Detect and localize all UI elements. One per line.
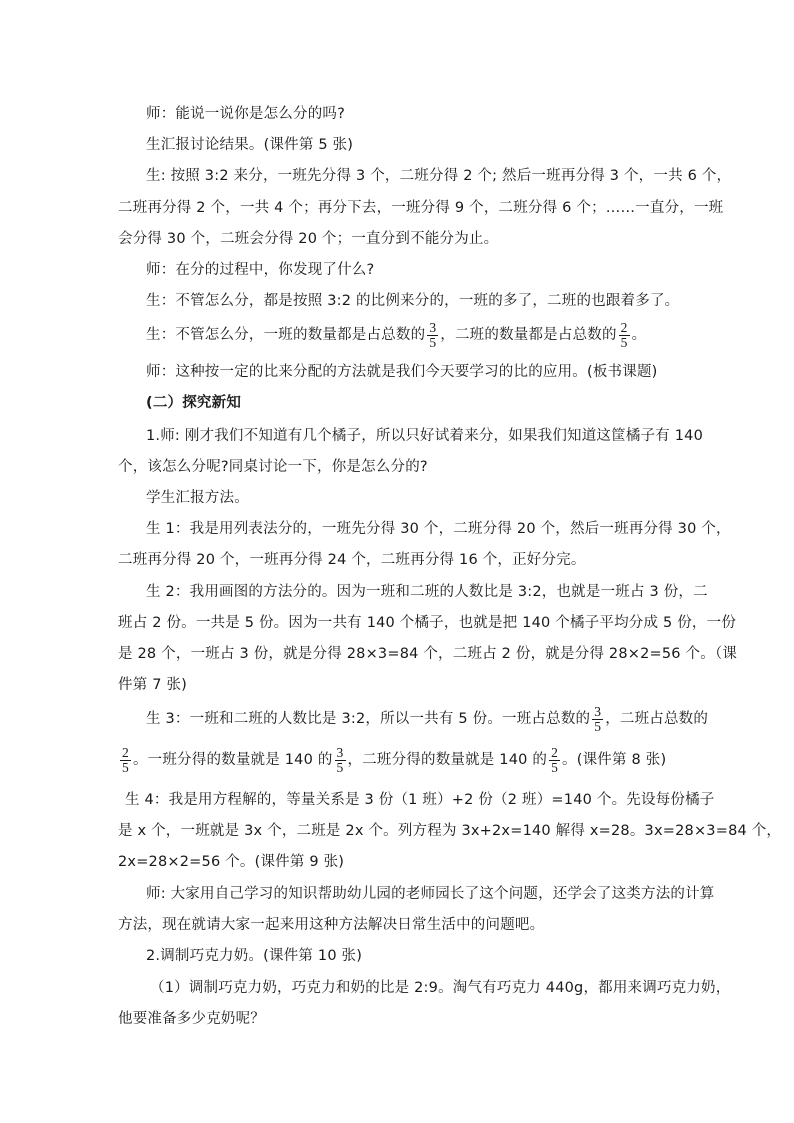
text-segment: 生：不管怎么分，一班的数量都是占总数的 [146,327,426,343]
paragraph-student-report: 生汇报讨论结果。(课件第 5 张) [146,137,354,153]
fraction-denominator: 5 [429,334,437,350]
fraction-denominator: 5 [336,759,344,775]
paragraph-student2-cont1: 班占 2 份。一共是 5 份。因为一共有 140 个橘子，也就是把 140 个橘子平均分成 5 份，一份 [118,615,737,631]
paragraph-student1-cont: 二班再分得 20 个，一班再分得 24 个，二班再分得 16 个，正好分完。 [118,552,586,568]
paragraph-student3 [146,702,709,736]
fraction-numerator: 2 [122,744,129,760]
text-segment: 。(课件第 8 张) [562,752,667,768]
text-segment: 。 [631,327,647,343]
paragraph-chocolate-milk-title: 2.调制巧克力奶。(课件第 10 张) [146,948,363,964]
text-segment: ，二班占总数的 [605,711,709,727]
paragraph-student-ratio: 生：不管怎么分，都是按照 3:2 的比例来分的，一班的多了，二班的也跟着多了。 [146,293,680,309]
fraction-numerator: 2 [620,319,628,335]
paragraph-teacher-question: 师：能说一说你是怎么分的吗? [146,106,345,122]
paragraph-student4: 生 4：我是用方程解的，等量关系是 3 份（1 班）+2 份（2 班）=140 个。先设每份橘子 [125,792,715,808]
paragraph-teacher-topic: 师：这种按一定的比来分配的方法就是我们今天要学习的比的应用。(板书课题) [146,364,658,380]
fraction-two-fifths [549,746,560,775]
paragraph-student-answer-2: 二班再分得 2 个，一共 4 个；再分下去，一班分得 9 个，二班分得 6 个；……一直分，一班 [118,200,724,216]
fraction-denominator: 5 [620,334,628,350]
paragraph-teacher-summary: 师: 大家用自己学习的知识帮助幼儿园的老师园长了这个问题，还学会了这类方法的计算 [146,886,715,902]
paragraph-student-answer-3: 会分得 30 个，二班会分得 20 个；一直分到不能分为止。 [118,231,499,247]
text-segment: ，二班的数量都是占总数的 [440,327,617,343]
fraction-denominator: 5 [594,718,602,734]
paragraph-chocolate-problem-cont: 他要准备多少克奶呢？ [118,1011,265,1027]
text-segment: 生 3：一班和二班的人数比是 3:2，所以一共有 5 份。一班占总数的 [146,711,591,727]
paragraph-teacher-140-cont: 个，该怎么分呢?同桌讨论一下，你是怎么分的? [118,459,428,475]
paragraph-student-fraction [146,318,706,352]
section-heading: (二）探究新知 [146,395,242,411]
paragraph-student3-cont [118,743,678,777]
fraction-numerator: 2 [551,744,559,760]
paragraph-student4-cont2: 2x=28×2=56 个。(课件第 9 张) [118,854,345,870]
paragraph-teacher-140: 1.师: 刚才我们不知道有几个橘子，所以只好试着来分，如果我们知道这筐橘子有 140 [146,428,704,444]
paragraph-student-answer-1: 生: 按照 3:2 来分，一班先分得 3 个，二班分得 2 个; 然后一班再分得 3 个，一共 6 个， [146,168,732,184]
fraction-numerator: 3 [336,744,344,760]
fraction-three-fifths [335,746,346,775]
fraction-three-fifths [427,321,438,350]
paragraph-student1: 生 1：我是用列表法分的，一班先分得 30 个，二班分得 20 个，然后一班再分得 30 个， [146,521,731,537]
paragraph-teacher-summary-cont: 方法，现在就请大家一起来用这种方法解决日常生活中的问题吧。 [118,917,545,933]
paragraph-student2-cont3: 件第 7 张) [118,677,188,693]
text-segment: 。一班分得的数量就是 140 的 [132,752,333,768]
paragraph-student4-cont1: 是 x 个，一班就是 3x 个，二班是 2x 个。列方程为 3x+2x=140 解得 x=28。3x=28×3=84 个， [118,823,782,839]
paragraph-chocolate-problem: （1）调制巧克力奶，巧克力和奶的比是 2:9。淘气有巧克力 440g，都用来调巧克力奶， [150,980,731,996]
paragraph-student2: 生 2：我用画图的方法分的。因为一班和二班的人数比是 3:2，也就是一班占 3 份，二 [146,584,708,600]
paragraph-student2-cont2: 是 28 个，一班占 3 份，就是分得 28×3=84 个，二班占 2 份，就是分得 28×2=56 个。（课 [118,646,738,662]
fraction-numerator: 3 [594,703,602,719]
fraction-denominator: 5 [551,759,559,775]
paragraph-student-methods: 学生汇报方法。 [146,490,249,506]
paragraph-teacher-discovery: 师：在分的过程中，你发现了什么? [146,262,375,278]
fraction-three-fifths [592,705,603,734]
fraction-two-fifths [619,321,630,350]
text-segment: ，二班分得的数量就是 140 的 [347,752,548,768]
fraction-numerator: 3 [429,319,437,335]
fraction-denominator: 5 [122,759,129,775]
fraction-two-fifths [120,746,131,775]
